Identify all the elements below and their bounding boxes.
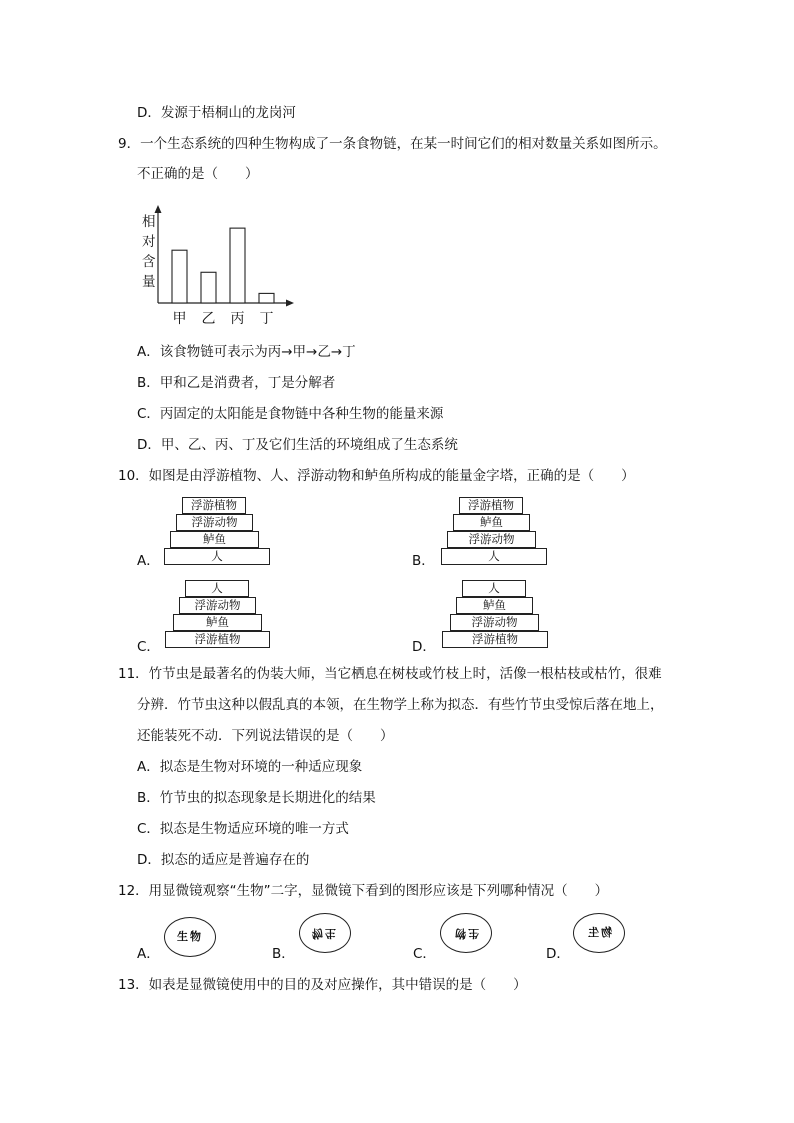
pyramid-layer: 浮游植物 xyxy=(165,631,270,648)
pyramid-label: B． xyxy=(412,553,435,569)
q9-option-a: A．该食物链可表示为丙→甲→乙→丁 xyxy=(137,344,356,360)
pyramid-layer: 鲈鱼 xyxy=(170,531,259,548)
q11-stem-line1: 11．竹节虫是最著名的伪装大师，当它栖息在树枝或竹枝上时，活像一根枯枝或枯竹，很难 xyxy=(118,666,662,682)
bar-丁 xyxy=(259,293,274,303)
y-axis-label-char: 对 xyxy=(142,234,156,250)
q11-option-c: C．拟态是生物适应环境的唯一方式 xyxy=(137,821,349,837)
pyramid-a xyxy=(137,495,277,571)
q9-chart-svg xyxy=(138,205,298,330)
x-tick-label: 丁 xyxy=(259,311,274,327)
q9-stem-line1: 9．一个生态系统的四种生物构成了一条食物链，在某一时间它们的相对数量关系如图所示。 xyxy=(118,136,667,152)
q11-stem-line3: 还能装死不动．下列说法错误的是（ ） xyxy=(137,728,394,744)
q9-option-d: D．甲、乙、丙、丁及它们生活的环境组成了生态系统 xyxy=(137,437,458,453)
q12-stem: 12．用显微镜观察“生物”二字，显微镜下看到的图形应该是下列哪种情况（ ） xyxy=(118,883,609,899)
pyramid-layer: 鲈鱼 xyxy=(456,597,533,614)
x-tick-label: 乙 xyxy=(201,311,216,327)
y-axis-label-char: 相 xyxy=(142,214,156,230)
x-axis-arrow-icon xyxy=(286,300,294,307)
q11-option-d: D．拟态的适应是普遍存在的 xyxy=(137,852,310,868)
x-tick-label: 甲 xyxy=(172,311,187,327)
x-tick-label: 丙 xyxy=(230,311,245,327)
pyramid-layer: 浮游动物 xyxy=(176,514,253,531)
y-axis-arrow-icon xyxy=(155,205,162,213)
pyramid-layer: 浮游动物 xyxy=(179,597,256,614)
bar-丙 xyxy=(230,228,245,303)
pyramid-layer: 人 xyxy=(462,580,526,597)
y-axis-label-char: 含 xyxy=(142,254,156,270)
pyramid-d xyxy=(412,577,552,657)
q12-option-a-lens: 生物 xyxy=(164,917,216,957)
q12-option-d-label: D． xyxy=(546,946,570,962)
pyramid-c xyxy=(137,577,277,657)
y-axis-label-char: 量 xyxy=(142,274,156,290)
q8-option-d: D．发源于梧桐山的龙岗河 xyxy=(137,105,296,121)
q12-option-a-label: A． xyxy=(137,946,160,962)
pyramid-layer: 浮游植物 xyxy=(459,497,523,514)
q12-option-b-lens: 物生 xyxy=(299,913,351,953)
q13-stem: 13．如表是显微镜使用中的目的及对应操作，其中错误的是（ ） xyxy=(118,977,527,993)
q12-option-d-lens: 物生 xyxy=(573,913,625,953)
pyramid-b xyxy=(412,495,552,571)
q12-option-c-label: C． xyxy=(413,946,436,962)
pyramid-layer: 人 xyxy=(185,580,249,597)
pyramid-label: D． xyxy=(412,639,436,655)
pyramid-label: A． xyxy=(137,553,160,569)
q9-stem-line2: 不正确的是（ ） xyxy=(137,166,259,182)
q12-option-b-label: B． xyxy=(272,946,295,962)
pyramid-layer: 人 xyxy=(164,548,270,565)
q9-option-c: C．丙固定的太阳能是食物链中各种生物的能量来源 xyxy=(137,406,444,422)
bar-乙 xyxy=(201,272,216,303)
pyramid-layer: 人 xyxy=(441,548,547,565)
q11-option-a: A．拟态是生物对环境的一种适应现象 xyxy=(137,759,363,775)
pyramid-label: C． xyxy=(137,639,160,655)
pyramid-layer: 浮游动物 xyxy=(447,531,536,548)
pyramid-layer: 鲈鱼 xyxy=(173,614,262,631)
pyramid-layer: 浮游植物 xyxy=(182,497,246,514)
pyramid-layer: 浮游动物 xyxy=(450,614,539,631)
q12-option-c-lens: 生物 xyxy=(440,913,492,953)
q9-option-b: B．甲和乙是消费者，丁是分解者 xyxy=(137,375,336,391)
pyramid-layer: 浮游植物 xyxy=(442,631,548,648)
bar-甲 xyxy=(172,250,187,303)
q11-stem-line2: 分辨．竹节虫这种以假乱真的本领，在生物学上称为拟态．有些竹节虫受惊后落在地上， xyxy=(137,697,664,713)
q11-option-b: B．竹节虫的拟态现象是长期进化的结果 xyxy=(137,790,376,806)
q9-bar-chart xyxy=(138,205,298,330)
q10-stem: 10．如图是由浮游植物、人、浮游动物和鲈鱼所构成的能量金字塔，正确的是（ ） xyxy=(118,468,635,484)
pyramid-layer: 鲈鱼 xyxy=(453,514,530,531)
